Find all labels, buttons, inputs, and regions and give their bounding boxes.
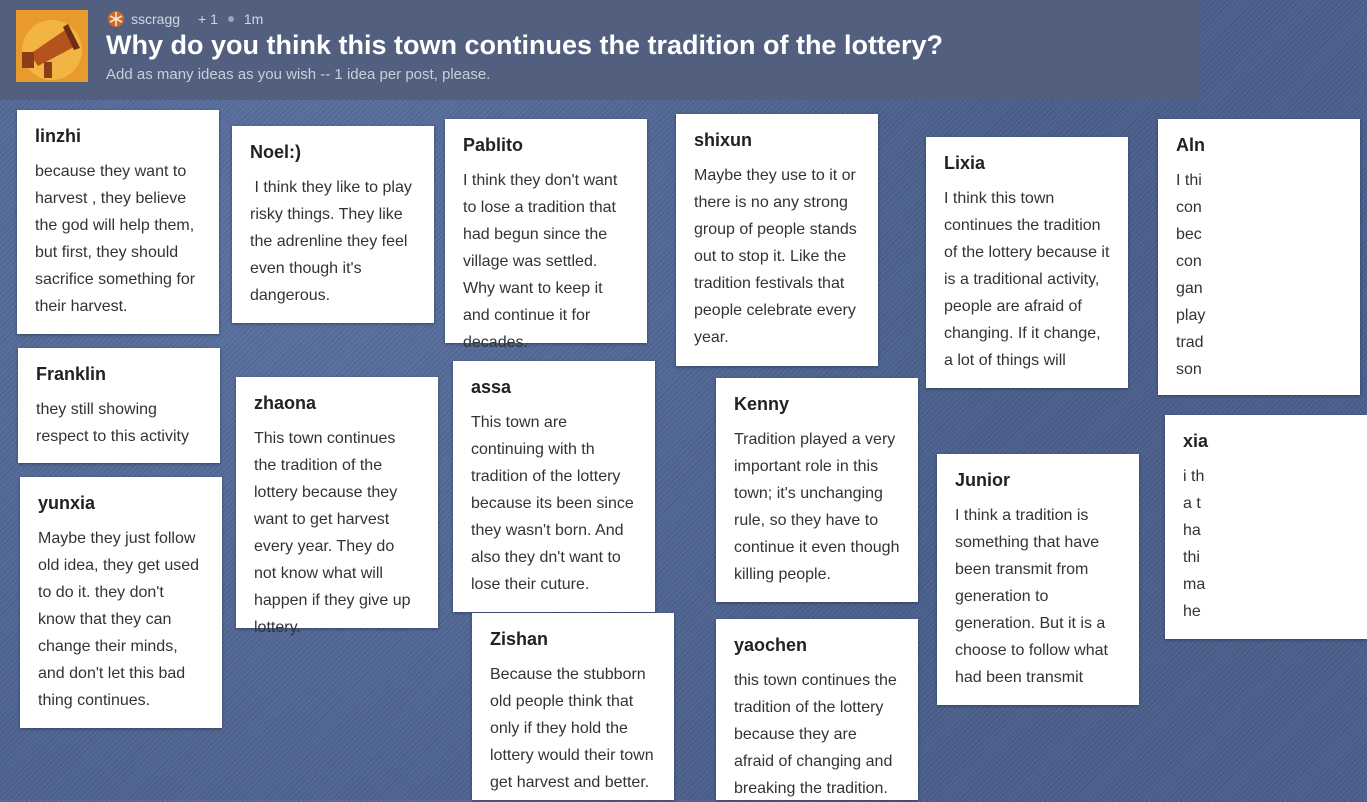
post-text: I think a tradition is something that have been transmit from generation to generation. But it is a choose to follow what had been transmit <box>955 507 1113 686</box>
post-author: Franklin <box>36 364 107 384</box>
post-card[interactable] <box>232 126 434 323</box>
post-author: yaochen <box>734 635 808 655</box>
post-card[interactable] <box>20 477 222 728</box>
plus-count: + 1 <box>198 11 218 27</box>
post-meta <box>107 10 263 28</box>
post-author: Pablito <box>463 135 524 155</box>
post-text: because they want to harvest , they believe the god will help them, but first, they should sacrifice something for their harvest. <box>35 163 200 315</box>
post-card[interactable] <box>236 377 438 636</box>
post-card[interactable] <box>445 119 647 351</box>
megaphone-logo-icon <box>16 10 88 82</box>
post-card[interactable] <box>17 110 219 334</box>
post-text: I thi con bec con gan play trad son <box>1176 172 1206 378</box>
page-subtitle: Add as many ideas as you wish -- 1 idea per post, please. <box>106 66 491 83</box>
header <box>0 0 1200 100</box>
post-text: this town continues the tradition of the lottery because they are afraid of changing and breaking the tradition. <box>734 672 902 797</box>
post-card[interactable] <box>676 114 878 366</box>
post-author: Noel:) <box>250 142 301 162</box>
user-avatar-icon[interactable] <box>107 10 125 28</box>
post-card[interactable] <box>716 619 918 800</box>
post-text: This town are continuing with th tradition of the lottery because its been since they wasn't born. And also they dn't want to lose their cuture. <box>471 414 639 593</box>
post-card[interactable] <box>937 454 1139 705</box>
post-text: they still showing respect to this activity <box>36 401 189 445</box>
post-text: Tradition played a very important role in this town; it's unchanging rule, so they have to continue it even though killing people. <box>734 431 904 583</box>
post-author: Junior <box>955 470 1011 490</box>
post-text: Maybe they just follow old idea, they get used to do it. they don't know that they can change their minds, and don't let this bad thing continues. <box>38 530 204 709</box>
post-card[interactable] <box>926 137 1128 388</box>
post-author: linzhi <box>35 126 81 146</box>
post-card[interactable] <box>1165 415 1367 639</box>
post-author: assa <box>471 377 512 397</box>
post-card[interactable] <box>1158 119 1360 395</box>
post-card[interactable] <box>472 613 674 800</box>
post-author: zhaona <box>254 393 317 413</box>
post-time: 1m <box>243 11 264 27</box>
page-title: Why do you think this town continues the tradition of the lottery? <box>106 30 943 60</box>
post-author: Zishan <box>490 629 549 649</box>
post-author: Kenny <box>734 394 790 414</box>
post-text: This town continues the tradition of the lottery because they want to get harvest every year. They do not know what will happen if they give up lottery. <box>254 430 416 636</box>
post-text: Maybe they use to it or there is no any strong group of people stands out to stop it. Like the tradition festivals that people celebrate every year. <box>694 167 862 346</box>
post-card[interactable] <box>18 348 220 463</box>
post-card[interactable] <box>716 378 918 602</box>
post-text: I think they don't want to lose a tradition that had begun since the village was settled. Why want to keep it and continue it for decades. <box>463 172 618 351</box>
post-text: i th a t ha thi ma he <box>1183 468 1206 620</box>
username[interactable]: sscragg <box>131 11 181 27</box>
post-author: xia <box>1183 431 1209 451</box>
post-card[interactable] <box>453 361 655 612</box>
separator-dot-icon <box>228 16 234 22</box>
post-text: I think this town continues the tradition of the lottery because it is a traditional activity, people are afraid of changing. If it change, a lot of things will <box>944 190 1114 369</box>
post-author: Lixia <box>944 153 986 173</box>
post-author: shixun <box>694 130 753 150</box>
post-text: Because the stubborn old people think that only if they hold the lottery would their town get harvest and better. <box>490 666 659 791</box>
post-author: yunxia <box>38 493 96 513</box>
post-text: I think they like to play risky things. They like the adrenline they feel even though it's dangerous. <box>250 179 417 304</box>
post-author: Aln <box>1176 135 1205 155</box>
